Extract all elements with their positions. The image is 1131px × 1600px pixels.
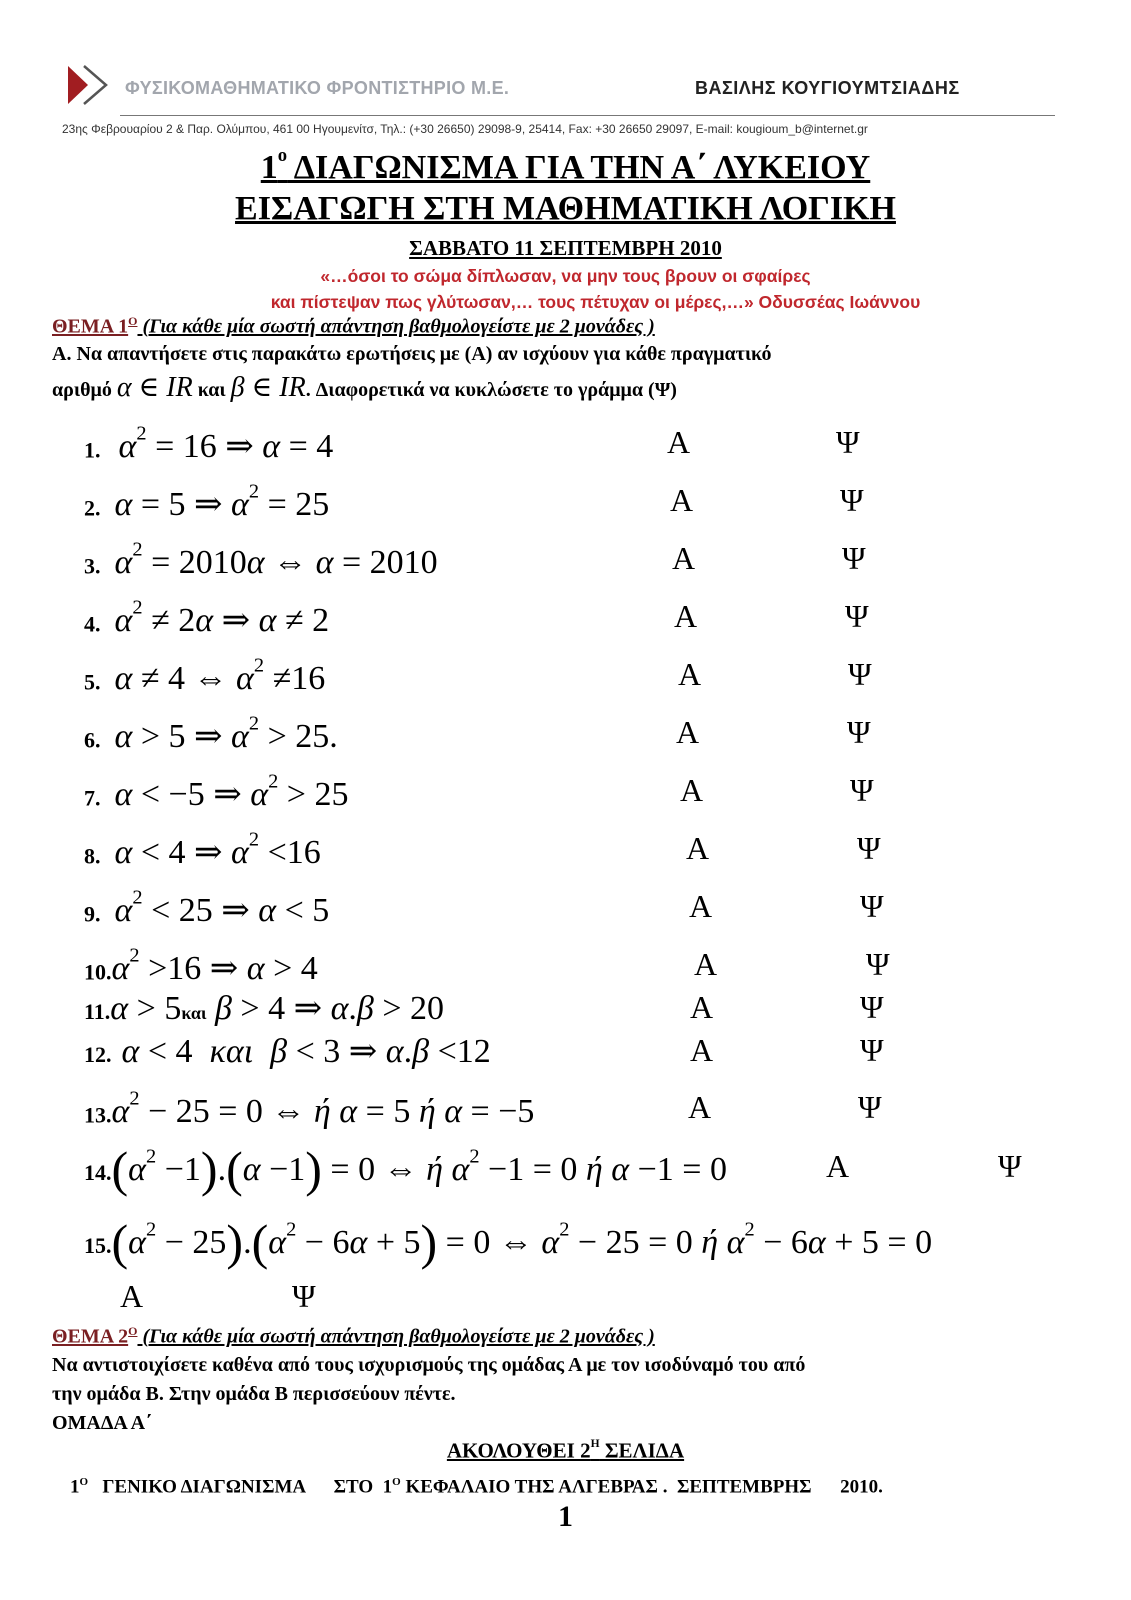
answer-true-15[interactable]: Α <box>120 1278 144 1314</box>
answer-true-6[interactable]: Α <box>676 714 700 750</box>
answer-false-14[interactable]: Ψ <box>998 1148 1022 1184</box>
answer-false-12[interactable]: Ψ <box>860 1032 884 1068</box>
thema-1-instruction-2: αριθμό α ∈ IR και β ∈ IR. Διαφορετικά να κυκλώσετε το γράμμα (Ψ) <box>52 372 677 403</box>
exam-date: ΣΑΒΒΑΤΟ 11 ΣΕΠΤΕΜΒΡΗ 2010 <box>409 236 722 260</box>
header-address: 23ης Φεβρουαρίου 2 & Παρ. Ολύμπου, 461 00 Ηγουμενίτσ, Τηλ.: (+30 26650) 29098-9, 25414, Fax: +30 26650 29097, E-mail: kougioum_b@internet.gr <box>62 122 868 136</box>
header-divider <box>120 115 1055 116</box>
quote-line-2: και πίστεψαν πως γλύτωσαν,… τους πέτυχαν οι μέρες,…» Οδυσσέας Ιωάννου <box>270 292 921 312</box>
footer-line: $1^O$ ΓΕΝΙΚΟ ΔΙΑΓΩΝΙΣΜΑ ΣΤΟ $1^O$ ΚΕΦΑΛΑΙΟ ΤΗΣ ΑΛΓΕΒΡΑΣ . ΣΕΠΤΕΜΒΡΗΣ 2010. <box>70 1476 883 1498</box>
item-10: $10.\alpha^2 >16$ ⇒ α > 4 <box>84 945 318 988</box>
answer-false-7[interactable]: Ψ <box>850 772 874 808</box>
answer-false-13[interactable]: Ψ <box>858 1089 882 1125</box>
item-2: 2. α = 5 ⇒ $\alpha^2 = 25$ <box>84 481 330 524</box>
thema-1-heading: ΘΕΜΑ $1^O$ (Για κάθε μία σωστή απάντηση βαθμολογείστε με 2 μονάδες ) <box>52 314 655 338</box>
item-13: $13.\alpha^2 - 25 = 0$ ⇔ ή α = 5 ή α = −5 <box>84 1088 535 1131</box>
answer-true-9[interactable]: Α <box>689 888 713 924</box>
answer-true-3[interactable]: Α <box>672 540 696 576</box>
continue-notice: ΑΚΟΛΟΥΘΕΙ $2^H$ ΣΕΛΙΔΑ <box>446 1438 685 1463</box>
thema-2-instruction-2: την ομάδα Β. Στην ομάδα Β περισσεύουν πέντε. <box>52 1383 456 1405</box>
item-6: 6. α > 5 ⇒ $\alpha^2 > 25$. <box>84 713 338 756</box>
item-8: 8. α < 4 ⇒ $\alpha^2 <16$ <box>84 829 321 872</box>
answer-true-10[interactable]: Α <box>694 946 718 982</box>
exam-title: $1^o$ ΔΙΑΓΩΝΙΣΜΑ ΓΙΑ ΤΗΝ Α΄ ΛΥΚΕΙΟΥ <box>260 145 871 186</box>
answer-false-4[interactable]: Ψ <box>845 598 869 634</box>
item-1: 1. $\alpha^2 = 16$ ⇒ α = 4 <box>84 423 334 466</box>
answer-true-4[interactable]: Α <box>674 598 698 634</box>
item-7: 7. α < −5 ⇒ $\alpha^2 > 25$ <box>84 771 349 814</box>
answer-true-1[interactable]: Α <box>667 424 691 460</box>
item-3: 3. $\alpha^2 = 2010\alpha$ ⇔ α = 2010 <box>84 539 438 582</box>
answer-true-5[interactable]: Α <box>678 656 702 692</box>
answer-true-11[interactable]: Α <box>690 989 714 1025</box>
item-4: 4. $\alpha^2 \ne 2\alpha$ ⇒ α ≠ 2 <box>84 597 330 640</box>
quote-line-1: «…όσοι το σώμα δίπλωσαν, να μην τους βρουν οι σφαίρες <box>320 266 811 286</box>
thema-2-instruction-1: Να αντιστοιχίσετε καθένα από τους ισχυρισμούς της ομάδας Α με τον ισοδύναμό του από <box>52 1354 806 1376</box>
exam-subtitle: ΕΙΣΑΓΩΓΗ ΣΤΗ ΜΑΘΗΜΑΤΙΚΗ ΛΟΓΙΚΗ <box>235 190 896 227</box>
item-9: 9. $\alpha^2 < 25$ ⇒ α < 5 <box>84 887 330 930</box>
item-14: $14.(\alpha^2 -1).(\alpha -1) = 0$ ⇔ ή $\alpha^2 -1 = 0$ ή α −1 = 0 <box>84 1141 727 1197</box>
answer-true-13[interactable]: Α <box>688 1089 712 1125</box>
item-15: $15.(\alpha^2 - 25).(\alpha^2 - 6\alpha + 5) = 0$ ⇔ $\alpha^2 - 25 = 0$ ή $\alpha^2 - 6\alpha + 5 = 0$ <box>84 1214 933 1270</box>
answer-false-9[interactable]: Ψ <box>860 888 884 924</box>
answer-false-3[interactable]: Ψ <box>842 540 866 576</box>
item-5: 5. α ≠ 4 ⇔ $\alpha^2 \ne 16$ <box>84 655 326 698</box>
answer-false-2[interactable]: Ψ <box>840 482 864 518</box>
logo-arrow-icon <box>66 64 112 106</box>
item-12: 12. α < 4 και β < 3 ⇒ α.β <12 <box>84 1033 491 1070</box>
answer-false-5[interactable]: Ψ <box>848 656 872 692</box>
school-name: ΦΥΣΙΚΟΜΑΘΗΜΑΤΙΚΟ ΦΡΟΝΤΙΣΤΗΡΙΟ Μ.Ε. <box>125 78 510 98</box>
thema-2-heading: ΘΕΜΑ $2^O$ (Για κάθε μία σωστή απάντηση βαθμολογείστε με 2 μονάδες ) <box>52 1324 655 1348</box>
thema-1-instruction-1: Α. Να απαντήσετε στις παρακάτω ερωτήσεις με (Α) αν ισχύουν για κάθε πραγματικό <box>52 343 772 365</box>
answer-false-8[interactable]: Ψ <box>857 830 881 866</box>
teacher-name: ΒΑΣΙΛΗΣ ΚΟΥΓΙΟΥΜΤΣΙΑΔΗΣ <box>695 78 960 98</box>
answer-true-14[interactable]: Α <box>826 1148 850 1184</box>
answer-false-1[interactable]: Ψ <box>836 424 860 460</box>
answer-true-7[interactable]: Α <box>680 772 704 808</box>
group-a-label: ΟΜΑΔΑ Α΄ <box>52 1412 152 1434</box>
answer-false-11[interactable]: Ψ <box>860 989 884 1025</box>
answer-true-2[interactable]: Α <box>670 482 694 518</box>
page-number: 1 <box>558 1500 573 1533</box>
answer-true-12[interactable]: Α <box>690 1032 714 1068</box>
answer-false-6[interactable]: Ψ <box>847 714 871 750</box>
answer-true-8[interactable]: Α <box>686 830 710 866</box>
answer-false-10[interactable]: Ψ <box>866 946 890 982</box>
item-11: 11.α > 5και β > 4 ⇒ α.β > 20 <box>84 990 445 1027</box>
answer-false-15[interactable]: Ψ <box>292 1278 316 1314</box>
